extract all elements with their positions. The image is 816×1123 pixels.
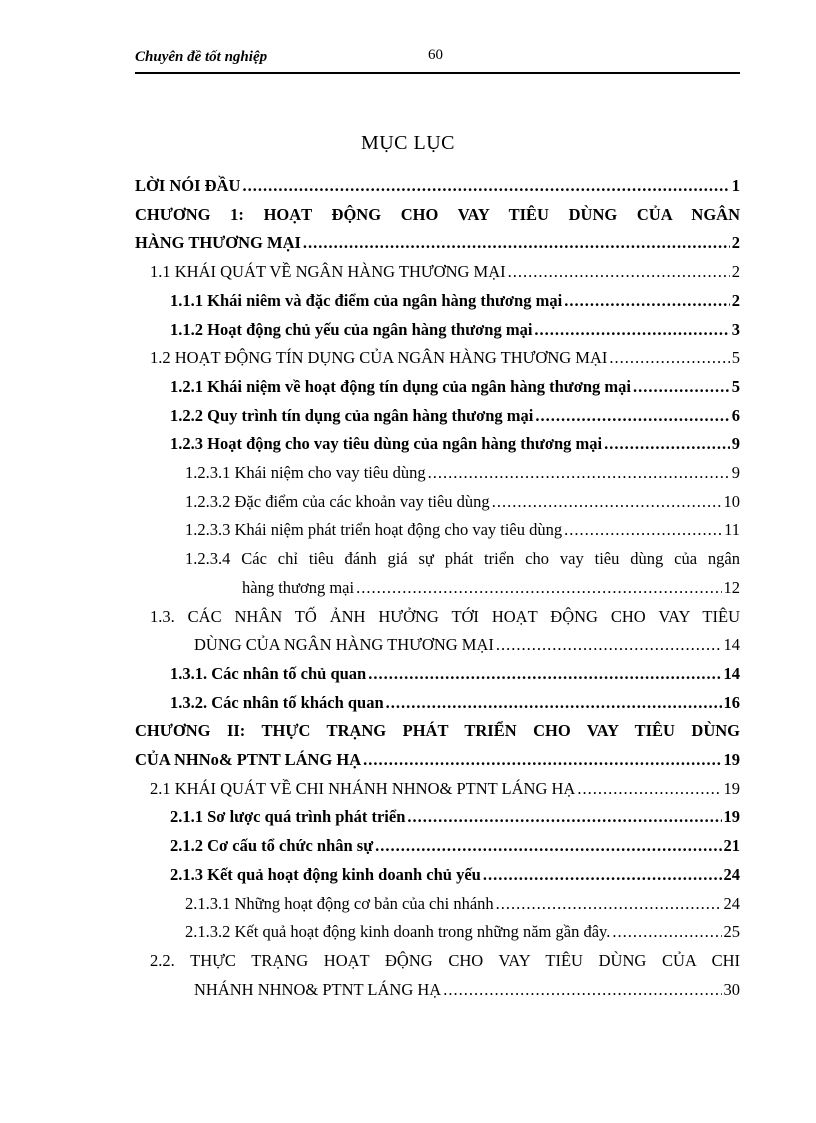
toc-page-number: 10 — [723, 491, 740, 511]
toc-entry[interactable]: 2.1.3 Kết quả hoạt động kinh doanh chủ yếu ..... 24 — [135, 861, 740, 890]
leader-dots — [609, 344, 729, 373]
toc-entry[interactable]: CHƯƠNG II: THỰC TRẠNG PHÁT TRIỂN CHO VAY TIÊU DÙNG CỦA NHNo& PTNT LÁNG HẠ ..... 19 — [135, 717, 740, 774]
leader-dots — [363, 746, 721, 775]
leader-dots — [492, 488, 722, 517]
page-header — [135, 46, 740, 74]
leader-dots — [633, 373, 730, 402]
leader-dots — [356, 574, 721, 603]
toc-entry[interactable]: 1.3.1. Các nhân tố chủ quan ..... 14 — [135, 660, 740, 689]
toc-entry[interactable]: 2.1.2 Cơ cấu tổ chức nhân sự ..... 21 — [135, 832, 740, 861]
toc-page-number: 25 — [723, 922, 740, 942]
leader-dots — [612, 918, 721, 947]
leader-dots — [508, 258, 730, 287]
toc-page-number: 21 — [723, 836, 740, 856]
leader-dots — [368, 660, 721, 689]
toc-page-number: 2 — [731, 290, 740, 310]
toc-page-number: 6 — [731, 405, 740, 425]
toc-entry[interactable]: 1.3. CÁC NHÂN TỐ ẢNH HƯỞNG TỚI HOẠT ĐỘNG CHO VAY TIÊU DÙNG CỦA NGÂN HÀNG THƯƠNG MẠI ..... 14 — [135, 603, 740, 660]
table-of-contents — [135, 172, 740, 1004]
toc-page-number: 3 — [731, 319, 740, 339]
leader-dots — [428, 459, 730, 488]
toc-entry[interactable]: 1.2.3.4 Các chỉ tiêu đánh giá sự phát triển cho vay tiêu dùng của ngân hàng thương mại ..... 12 — [135, 545, 740, 602]
toc-entry[interactable]: 2.1 KHÁI QUÁT VỀ CHI NHÁNH NHNO& PTNT LÁNG HẠ ..... 19 — [135, 775, 740, 804]
toc-page-number: 9 — [731, 434, 740, 454]
toc-page-number: 19 — [723, 750, 740, 770]
toc-page-number: 14 — [723, 635, 740, 655]
toc-entry[interactable]: 1.3.2. Các nhân tố khách quan ..... 16 — [135, 689, 740, 718]
leader-dots — [375, 832, 721, 861]
toc-page-number: 30 — [723, 979, 740, 999]
toc-entry[interactable]: LỜI NÓI ĐẦU ..... 1 — [135, 172, 740, 201]
leader-dots — [496, 890, 722, 919]
toc-page-number: 19 — [723, 778, 740, 798]
toc-entry[interactable]: 1.2 HOẠT ĐỘNG TÍN DỤNG CỦA NGÂN HÀNG THƯƠNG MẠI ..... 5 — [135, 344, 740, 373]
toc-page-number: 24 — [723, 864, 740, 884]
toc-entry[interactable]: 1.2.1 Khái niệm về hoạt động tín dụng của ngân hàng thương mại ..... 5 — [135, 373, 740, 402]
toc-entry[interactable]: CHƯƠNG 1: HOẠT ĐỘNG CHO VAY TIÊU DÙNG CỦA NGÂN HÀNG THƯƠNG MẠI ..... 2 — [135, 201, 740, 258]
leader-dots — [564, 516, 722, 545]
toc-entry[interactable]: 1.2.3 Hoạt động cho vay tiêu dùng của ngân hàng thương mại ..... 9 — [135, 430, 740, 459]
leader-dots — [564, 287, 730, 316]
toc-entry[interactable]: 2.1.3.1 Những hoạt động cơ bản của chi nhánh ..... 24 — [135, 890, 740, 919]
toc-entry[interactable]: 1.2.2 Quy trình tín dụng của ngân hàng thương mại ..... 6 — [135, 402, 740, 431]
leader-dots — [496, 631, 722, 660]
toc-page-number: 2 — [731, 262, 740, 282]
toc-page-number: 11 — [724, 520, 740, 540]
toc-entry[interactable]: 1.1.1 Khái niêm và đặc điểm của ngân hàng thương mại ..... 2 — [135, 287, 740, 316]
toc-entry[interactable]: 2.1.3.2 Kết quả hoạt động kinh doanh trong những năm gần đây. ..... 25 — [135, 918, 740, 947]
toc-entry[interactable]: 1.1.2 Hoạt động chủ yếu của ngân hàng thương mại ..... 3 — [135, 316, 740, 345]
leader-dots — [534, 316, 729, 345]
toc-heading: MỤC LỤC — [360, 132, 456, 154]
toc-page-number: 16 — [723, 692, 740, 712]
leader-dots — [535, 402, 729, 431]
leader-dots — [242, 172, 729, 201]
toc-page-number: 14 — [723, 663, 740, 683]
page-number: 60 — [428, 47, 443, 63]
toc-entry[interactable]: 1.2.3.1 Khái niệm cho vay tiêu dùng ..... 9 — [135, 459, 740, 488]
document-title: Chuyên đề tốt nghiệp — [135, 49, 268, 65]
toc-page-number: 5 — [731, 376, 740, 396]
toc-page-number: 1 — [731, 176, 740, 195]
toc-entry[interactable]: 2.2. THỰC TRẠNG HOẠT ĐỘNG CHO VAY TIÊU DÙNG CỦA CHI NHÁNH NHNO& PTNT LÁNG HẠ ..... 30 — [135, 947, 740, 1004]
toc-page-number: 9 — [731, 463, 740, 483]
toc-entry[interactable]: 1.1 KHÁI QUÁT VỀ NGÂN HÀNG THƯƠNG MẠI ..... 2 — [135, 258, 740, 287]
leader-dots — [386, 689, 722, 718]
leader-dots — [407, 803, 721, 832]
leader-dots — [443, 976, 721, 1005]
toc-entry[interactable]: 2.1.1 Sơ lược quá trình phát triển ..... 19 — [135, 803, 740, 832]
toc-page-number: 19 — [723, 807, 740, 827]
toc-page-number: 2 — [731, 233, 740, 253]
toc-entry[interactable]: 1.2.3.3 Khái niệm phát triển hoạt động cho vay tiêu dùng ..... 11 — [135, 516, 740, 545]
toc-page-number: 12 — [723, 577, 740, 597]
leader-dots — [483, 861, 722, 890]
toc-entry[interactable]: 1.2.3.2 Đặc điểm của các khoản vay tiêu dùng ..... 10 — [135, 488, 740, 517]
leader-dots — [604, 430, 730, 459]
leader-dots — [303, 229, 730, 258]
toc-page-number: 24 — [723, 893, 740, 913]
toc-page-number: 5 — [731, 348, 740, 368]
leader-dots — [577, 775, 721, 804]
